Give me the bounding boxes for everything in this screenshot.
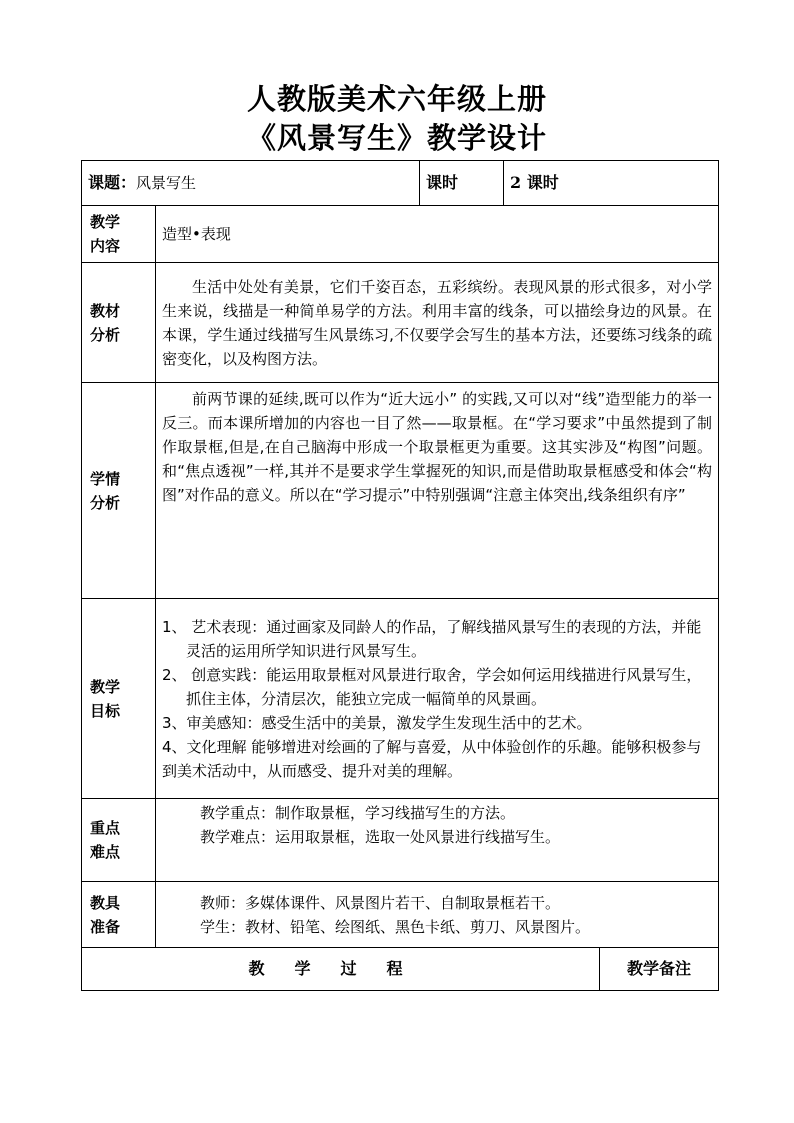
document-title: 人教版美术六年级上册 (246, 82, 547, 116)
goals-label: 教学 目标 (82, 599, 156, 799)
row-topic (82, 161, 719, 206)
hours-value: 2 课时 (504, 161, 719, 206)
tools-label: 教具 准备 (82, 882, 156, 948)
materials-paragraph: 生活中处处有美景，它们千姿百态，五彩缤纷。表现风景的形式很多，对小学生来说，线描是一种简单易学的方法。利用丰富的线条，可以描绘身边的风景。在本课，学生通过线描写生风景练习,不仅要学会写生的基本方法，还要练习线条的疏密变化，以及构图方法。 (162, 277, 712, 368)
materials-label: 教材 分析 (82, 263, 156, 383)
learners-paragraph: 前两节课的延续,既可以作为“近大远小” 的实践,又可以对“线”造型能力的举一反三。而本课所增加的内容也一目了然——取景框。在“学习要求”中虽然提到了制作取景框,但是,在自己脑海中形成一个取景框更为重要。这其实涉及“构图”问题。和“焦点透视”一样,其并不是要求学生掌握死的知识,而是借助取景框感受和体会“构图”对作品的意义。所以在“学习提示”中特别强调“注意主体突出,线条组织有序” (162, 390, 712, 504)
process-label: 教学过程 (248, 959, 433, 978)
topic-value: 风景写生 (136, 173, 197, 192)
tools-teacher: 教师：多媒体课件、风景图片若干、自制取景框若干。 (200, 893, 561, 912)
topic-cell (82, 161, 420, 206)
row-materials (82, 263, 719, 383)
topic-label: 课题： (88, 172, 137, 192)
keypoints-text-cell (156, 799, 719, 882)
learners-text-cell (156, 383, 719, 599)
key-difficulty: 教学难点：运用取景框，选取一处风景进行线描写生。 (200, 828, 561, 846)
tools-text-cell (156, 882, 719, 948)
row-goals (82, 599, 719, 799)
hours-label: 课时 (420, 161, 504, 206)
keypoints-label: 重点 难点 (82, 799, 156, 882)
key-focus: 教学重点：制作取景框，学习线描写生的方法。 (200, 804, 516, 822)
process-header-cell (82, 948, 600, 991)
row-learners (82, 383, 719, 599)
learners-label: 学情 分析 (82, 383, 156, 599)
goal-item-4: 4、文化理解 能够增进对绘画的了解与喜爱，从中体验创作的乐趣。能够积极参与到美术活动中，从而感受、提升对美的理解。 (162, 737, 702, 780)
content-value: 造型•表现 (156, 206, 719, 263)
materials-text-cell (156, 263, 719, 383)
content-label: 教学 内容 (82, 206, 156, 263)
document-subtitle: 《风景写生》教学设计 (246, 121, 547, 155)
goals-text-cell (156, 599, 719, 799)
row-keypoints (82, 799, 719, 882)
notes-label: 教学备注 (600, 948, 719, 991)
lesson-plan-table (81, 160, 719, 991)
row-process-header (82, 948, 719, 991)
goal-item-1: 1、 艺术表现：通过画家及同龄人的作品，了解线描风景写生的表现的方法，并能灵活的运用所学知识进行风景写生。 (162, 617, 702, 660)
goal-item-2: 2、 创意实践：能运用取景框对风景进行取舍，学会如何运用线描进行风景写生，抓住主体，分清层次，能独立完成一幅简单的风景画。 (162, 665, 702, 708)
goal-item-3: 3、审美感知：感受生活中的美景，激发学生发现生活中的艺术。 (162, 713, 592, 732)
tools-student: 学生：教材、铅笔、绘图纸、黑色卡纸、剪刀、风景图片。 (200, 917, 591, 936)
row-tools (82, 882, 719, 948)
row-content (82, 206, 719, 263)
